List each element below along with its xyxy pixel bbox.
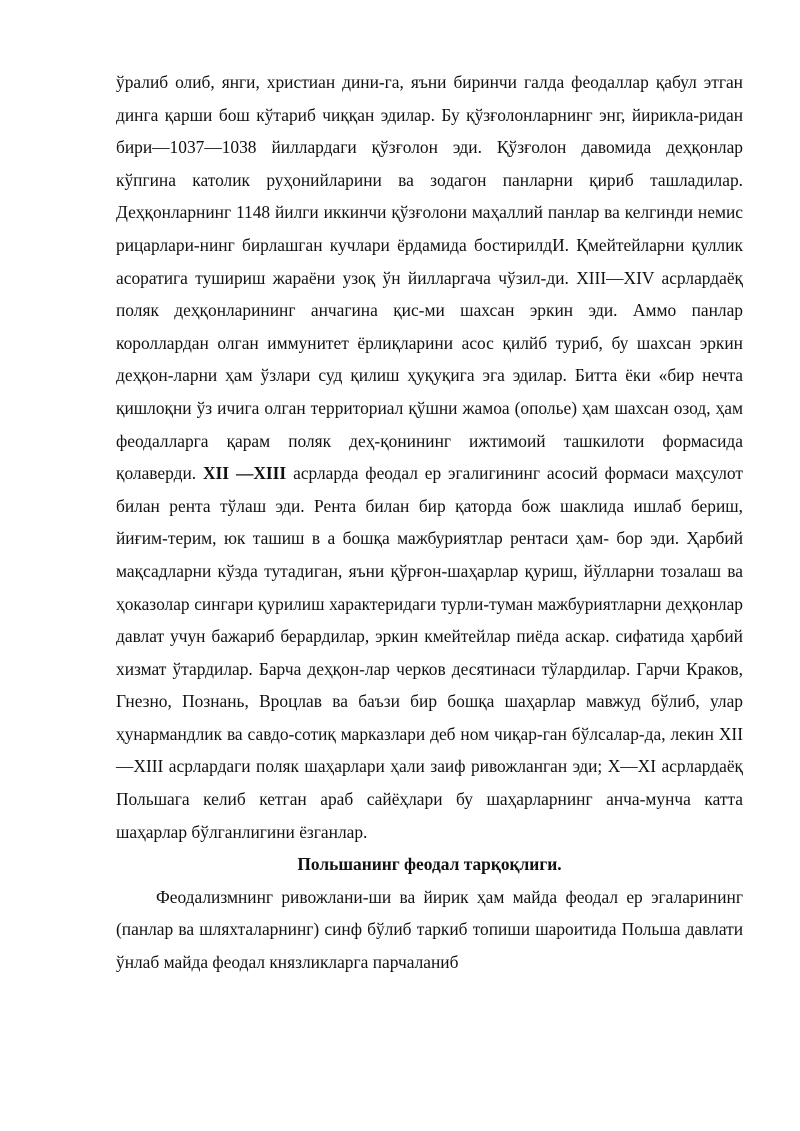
paragraph-text-continued: асрларда феодал ер эгалигининг асосий формаси маҳсулот билан рента тўлаш эди. Рента билан бир қаторда бож шаклида ишлаб бериш, йиғим-терим, юк ташиш в а бошқа мажбуриятлар рентаси ҳам- бор эди. Ҳарбий мақсадларни кўзда тутадиган, яъни қўрғон-шаҳарлар қуриш, йўлларни тозалаш ва ҳоказолар сингари қурилиш характеридаги турли-туман мажбуриятларни деҳқонлар давлат учун бажариб берардилар, эркин кмейтейлар пиёда аскар. сифатида ҳарбий хизмат ўтардилар. Барча деҳқон-лар черков десятинаси тўлардилар. Гарчи Краков, Гнезно, Познань, Вроцлав ва баъзи бир бошқа шаҳарлар мавжуд бўлиб, улар ҳунармандлик ва савдо-сотиқ марказлари деб ном чиқар-ган бўлсалар-да, лекин XII—XIII асрлардаги поляк шаҳарлари ҳали заиф ривожланган эди; X—XI асрлардаёқ Польшага келиб кетган араб сайёҳлари бу шаҳарларнинг анча-мунча катта шаҳарлар бўлганлигини ёзганлар. bbox=[116, 463, 743, 842]
section-heading: Польшанинг феодал тарқоқлиги. bbox=[297, 854, 562, 875]
body-paragraph-2: Феодализмнинг ривожлани-ши ва йирик ҳам майда феодал ер эгаларининг (панлар ва шляхталарнинг) синф бўлиб таркиб топиши шароитида Польша давлати ўнлаб майда феодал князликларга парчаланиб bbox=[116, 886, 743, 973]
bold-century-range: XII —XIII bbox=[202, 463, 287, 484]
paragraph-text: ўралиб олиб, янги, христиан дини-га, яъни биринчи галда феодаллар қабул этган динга қарши бош кўтариб чиққан эдилар. Бу қўзғолонларнинг энг, йирикла-ридан бири—1037—1038 йиллардаги қўзғолон эди. Қўзғолон давомида деҳқонлар кўпгина католик руҳонийларини ва зодагон панларни қириб ташладилар. Деҳқонларнинг 1148 йилги иккинчи қўзғолони маҳаллий панлар ва келгинди немис рицарлари-нинг бирлашган кучлари ёрдамида бостирилдИ. Қмейтейларни қуллик асоратига тушириш жараёни узоқ ўн йилларгача чўзил-ди. XIII—XIV асрлардаёқ поляк деҳқонларининг анчагина қис-ми шахсан эркин эди. Аммо панлар короллардан олган иммунитет ёрлиқларини асос қилйб туриб, бу шахсан эркин деҳқон-ларни ҳам ўзлари суд қилиш ҳуқуқига эга эдилар. Битта ёки «бир нечта қишлоқни ўз ичига олган территориал қўшни жамоа (ополье) ҳам шахсан озод, ҳам феодалларга қарам поляк деҳ-қонининг ижтимоий ташкилоти формасида қолаверди. bbox=[116, 72, 743, 484]
body-paragraph bbox=[116, 66, 743, 848]
